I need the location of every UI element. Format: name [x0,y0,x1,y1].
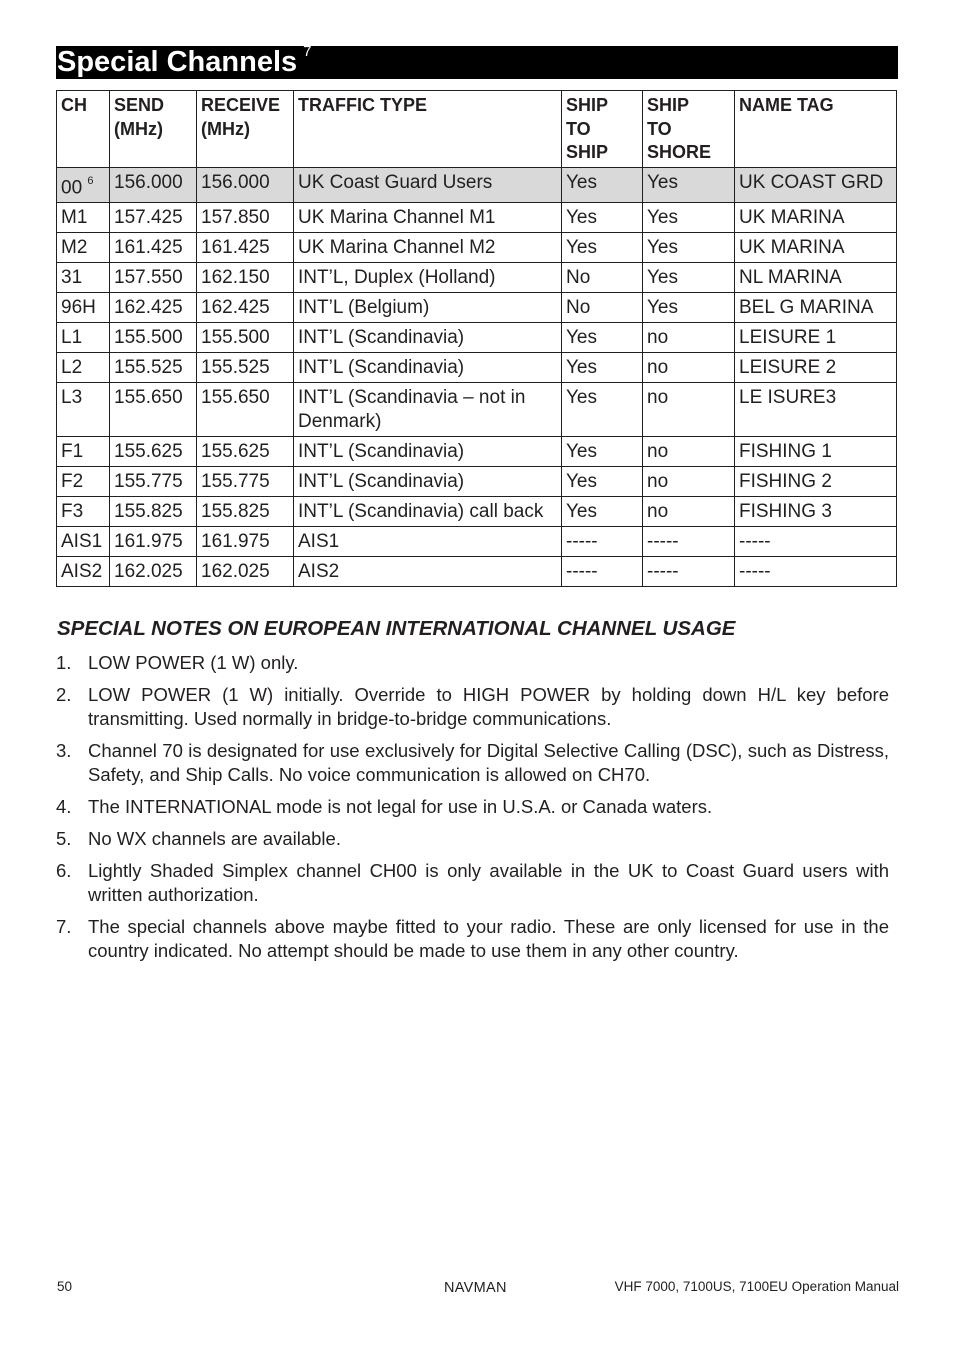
cell-send: 157.425 [110,202,197,232]
page-title-text: Special Channels [57,46,298,78]
cell-ship-to-ship: Yes [562,202,643,232]
cell-traffic-type: UK Marina Channel M2 [294,232,562,262]
header-line: TO [647,118,672,139]
table-row [57,466,897,496]
table-row [57,382,897,436]
list-item [56,915,889,963]
title-footnote-marker: 7 [303,43,312,61]
header-line: TO [566,118,591,139]
table-row [57,556,897,586]
header-send [110,91,197,168]
list-item [56,859,889,907]
cell-name-tag: FISHING 1 [735,436,897,466]
cell-ship-to-shore: Yes [643,232,735,262]
cell-ch: AIS1 [57,526,110,556]
cell-send: 162.425 [110,292,197,322]
table-row [57,202,897,232]
cell-ch-text: 00 [61,176,83,198]
cell-ship-to-shore: no [643,322,735,352]
cell-send: 155.625 [110,436,197,466]
header-name-tag [735,91,897,168]
table-row [57,352,897,382]
header-line: (MHz) [201,118,250,139]
header-line: SHIP [566,95,609,115]
list-item-text: The special channels above maybe fitted to your radio. These are only licensed for use in the country indicated. No attempt should be made to use them in any other country. [88,916,889,961]
cell-traffic-type: UK Coast Guard Users [294,167,562,202]
special-channels-table [56,90,897,587]
list-item-text: Channel 70 is designated for use exclusively for Digital Selective Calling (DSC), such as Distress, Safety, and Ship Calls. No voice communication is allowed on CH70. [88,740,889,785]
cell-ch: 96H [57,292,110,322]
list-item [56,827,889,851]
cell-name-tag: FISHING 2 [735,466,897,496]
cell-ch: F1 [57,436,110,466]
cell-name-tag: FISHING 3 [735,496,897,526]
page-number: 50 [57,1279,73,1294]
cell-ship-to-shore: no [643,436,735,466]
cell-ship-to-shore: ----- [643,556,735,586]
cell-name-tag: LEISURE 2 [735,352,897,382]
header-line: NAME TAG [739,95,834,115]
cell-ship-to-shore: no [643,352,735,382]
cell-traffic-type: INT’L (Scandinavia) [294,322,562,352]
cell-ch: L2 [57,352,110,382]
list-item-number: 5. [56,828,72,849]
cell-receive: 155.525 [197,352,294,382]
list-item-number: 4. [56,796,72,817]
cell-traffic-type: INT’L (Scandinavia) [294,466,562,496]
cell-name-tag: NL MARINA [735,262,897,292]
cell-traffic-type: INT’L (Scandinavia – not in Denmark) [294,382,562,436]
cell-ship-to-ship: Yes [562,322,643,352]
cell-ship-to-ship: Yes [562,382,643,436]
table-row [57,496,897,526]
list-item-text: The INTERNATIONAL mode is not legal for use in U.S.A. or Canada waters. [88,796,713,817]
cell-send: 155.775 [110,466,197,496]
table-row [57,322,897,352]
cell-ship-to-ship: No [562,292,643,322]
header-line: SEND [114,95,165,115]
header-line: CH [61,95,87,115]
cell-traffic-type: UK Marina Channel M1 [294,202,562,232]
cell-ch: F2 [57,466,110,496]
list-item [56,651,889,675]
cell-traffic-type: INT’L, Duplex (Holland) [294,262,562,292]
list-item-number: 7. [56,916,72,937]
header-receive [197,91,294,168]
header-line: SHORE [647,142,712,162]
cell-ship-to-ship: Yes [562,167,643,202]
cell-ship-to-shore: Yes [643,292,735,322]
cell-ship-to-shore: no [643,466,735,496]
cell-ship-to-ship: ----- [562,556,643,586]
table-row [57,262,897,292]
table-row [57,232,897,262]
list-item [56,739,889,787]
notes-list [56,651,889,971]
header-line: RECEIVE [201,95,281,115]
header-ch [57,91,110,168]
cell-ch: M1 [57,202,110,232]
cell-ch: 31 [57,262,110,292]
cell-traffic-type: AIS2 [294,556,562,586]
cell-ship-to-shore: Yes [643,167,735,202]
cell-ch: M2 [57,232,110,262]
header-line: SHIP [647,95,690,115]
cell-name-tag: UK MARINA [735,202,897,232]
cell-ship-to-shore: ----- [643,526,735,556]
cell-ship-to-shore: Yes [643,202,735,232]
cell-ship-to-shore: Yes [643,262,735,292]
header-line: SHIP [566,142,609,162]
list-item-text: LOW POWER (1 W) only. [88,652,299,673]
notes-heading: SPECIAL NOTES ON EUROPEAN INTERNATIONAL CHANNEL USAGE [57,617,736,640]
list-item [56,795,889,819]
header-ship-to-ship [562,91,643,168]
cell-send: 155.525 [110,352,197,382]
list-item-number: 3. [56,740,72,761]
cell-receive: 157.850 [197,202,294,232]
manual-title: VHF 7000, 7100US, 7100EU Operation Manual [614,1279,899,1294]
cell-ship-to-shore: no [643,496,735,526]
cell-send: 156.000 [110,167,197,202]
cell-send: 162.025 [110,556,197,586]
cell-ship-to-ship: Yes [562,352,643,382]
cell-traffic-type: INT’L (Scandinavia) [294,352,562,382]
cell-ch: AIS2 [57,556,110,586]
cell-name-tag: UK COAST GRD [735,167,897,202]
cell-name-tag: ----- [735,526,897,556]
table-row [57,167,897,202]
cell-receive: 155.775 [197,466,294,496]
cell-send: 157.550 [110,262,197,292]
page-title [56,43,898,79]
table-row [57,526,897,556]
header-ship-to-shore [643,91,735,168]
cell-receive: 162.425 [197,292,294,322]
list-item-text: No WX channels are available. [88,828,341,849]
cell-send: 161.975 [110,526,197,556]
cell-receive: 156.000 [197,167,294,202]
cell-send: 155.825 [110,496,197,526]
cell-ch: L3 [57,382,110,436]
cell-ship-to-ship: No [562,262,643,292]
cell-ch-footnote-marker: 6 [87,174,94,187]
brand-logo: NAVMAN [444,1280,507,1296]
cell-receive: 155.825 [197,496,294,526]
cell-receive: 155.650 [197,382,294,436]
cell-traffic-type: INT’L (Belgium) [294,292,562,322]
list-item-number: 2. [56,684,72,705]
cell-ch [57,167,110,202]
cell-send: 161.425 [110,232,197,262]
cell-ship-to-ship: Yes [562,436,643,466]
cell-traffic-type: INT’L (Scandinavia) [294,436,562,466]
cell-ship-to-shore: no [643,382,735,436]
list-item-text: LOW POWER (1 W) initially. Override to HIGH POWER by holding down H/L key before transmitting. Used normally in bridge-to-bridge communications. [88,684,889,729]
cell-ship-to-ship: Yes [562,496,643,526]
cell-ch: F3 [57,496,110,526]
table-row [57,436,897,466]
cell-name-tag: LEISURE 1 [735,322,897,352]
table-header-row [57,91,897,168]
cell-name-tag: LE ISURE3 [735,382,897,436]
table-row [57,292,897,322]
cell-receive: 155.625 [197,436,294,466]
cell-receive: 161.425 [197,232,294,262]
list-item-number: 1. [56,652,72,673]
cell-traffic-type: AIS1 [294,526,562,556]
cell-ship-to-ship: ----- [562,526,643,556]
cell-traffic-type: INT’L (Scandinavia) call back [294,496,562,526]
cell-send: 155.500 [110,322,197,352]
header-line: (MHz) [114,118,163,139]
cell-ch: L1 [57,322,110,352]
cell-ship-to-ship: Yes [562,232,643,262]
cell-name-tag: UK MARINA [735,232,897,262]
cell-ship-to-ship: Yes [562,466,643,496]
cell-receive: 162.025 [197,556,294,586]
cell-receive: 155.500 [197,322,294,352]
cell-send: 155.650 [110,382,197,436]
cell-receive: 162.150 [197,262,294,292]
table-body [57,167,897,586]
cell-name-tag: ----- [735,556,897,586]
list-item [56,683,889,731]
cell-name-tag: BEL G MARINA [735,292,897,322]
list-item-text: Lightly Shaded Simplex channel CH00 is only available in the UK to Coast Guard users with written authorization. [88,860,889,905]
header-traffic-type [294,91,562,168]
cell-receive: 161.975 [197,526,294,556]
header-line: TRAFFIC TYPE [298,95,427,115]
list-item-number: 6. [56,860,72,881]
